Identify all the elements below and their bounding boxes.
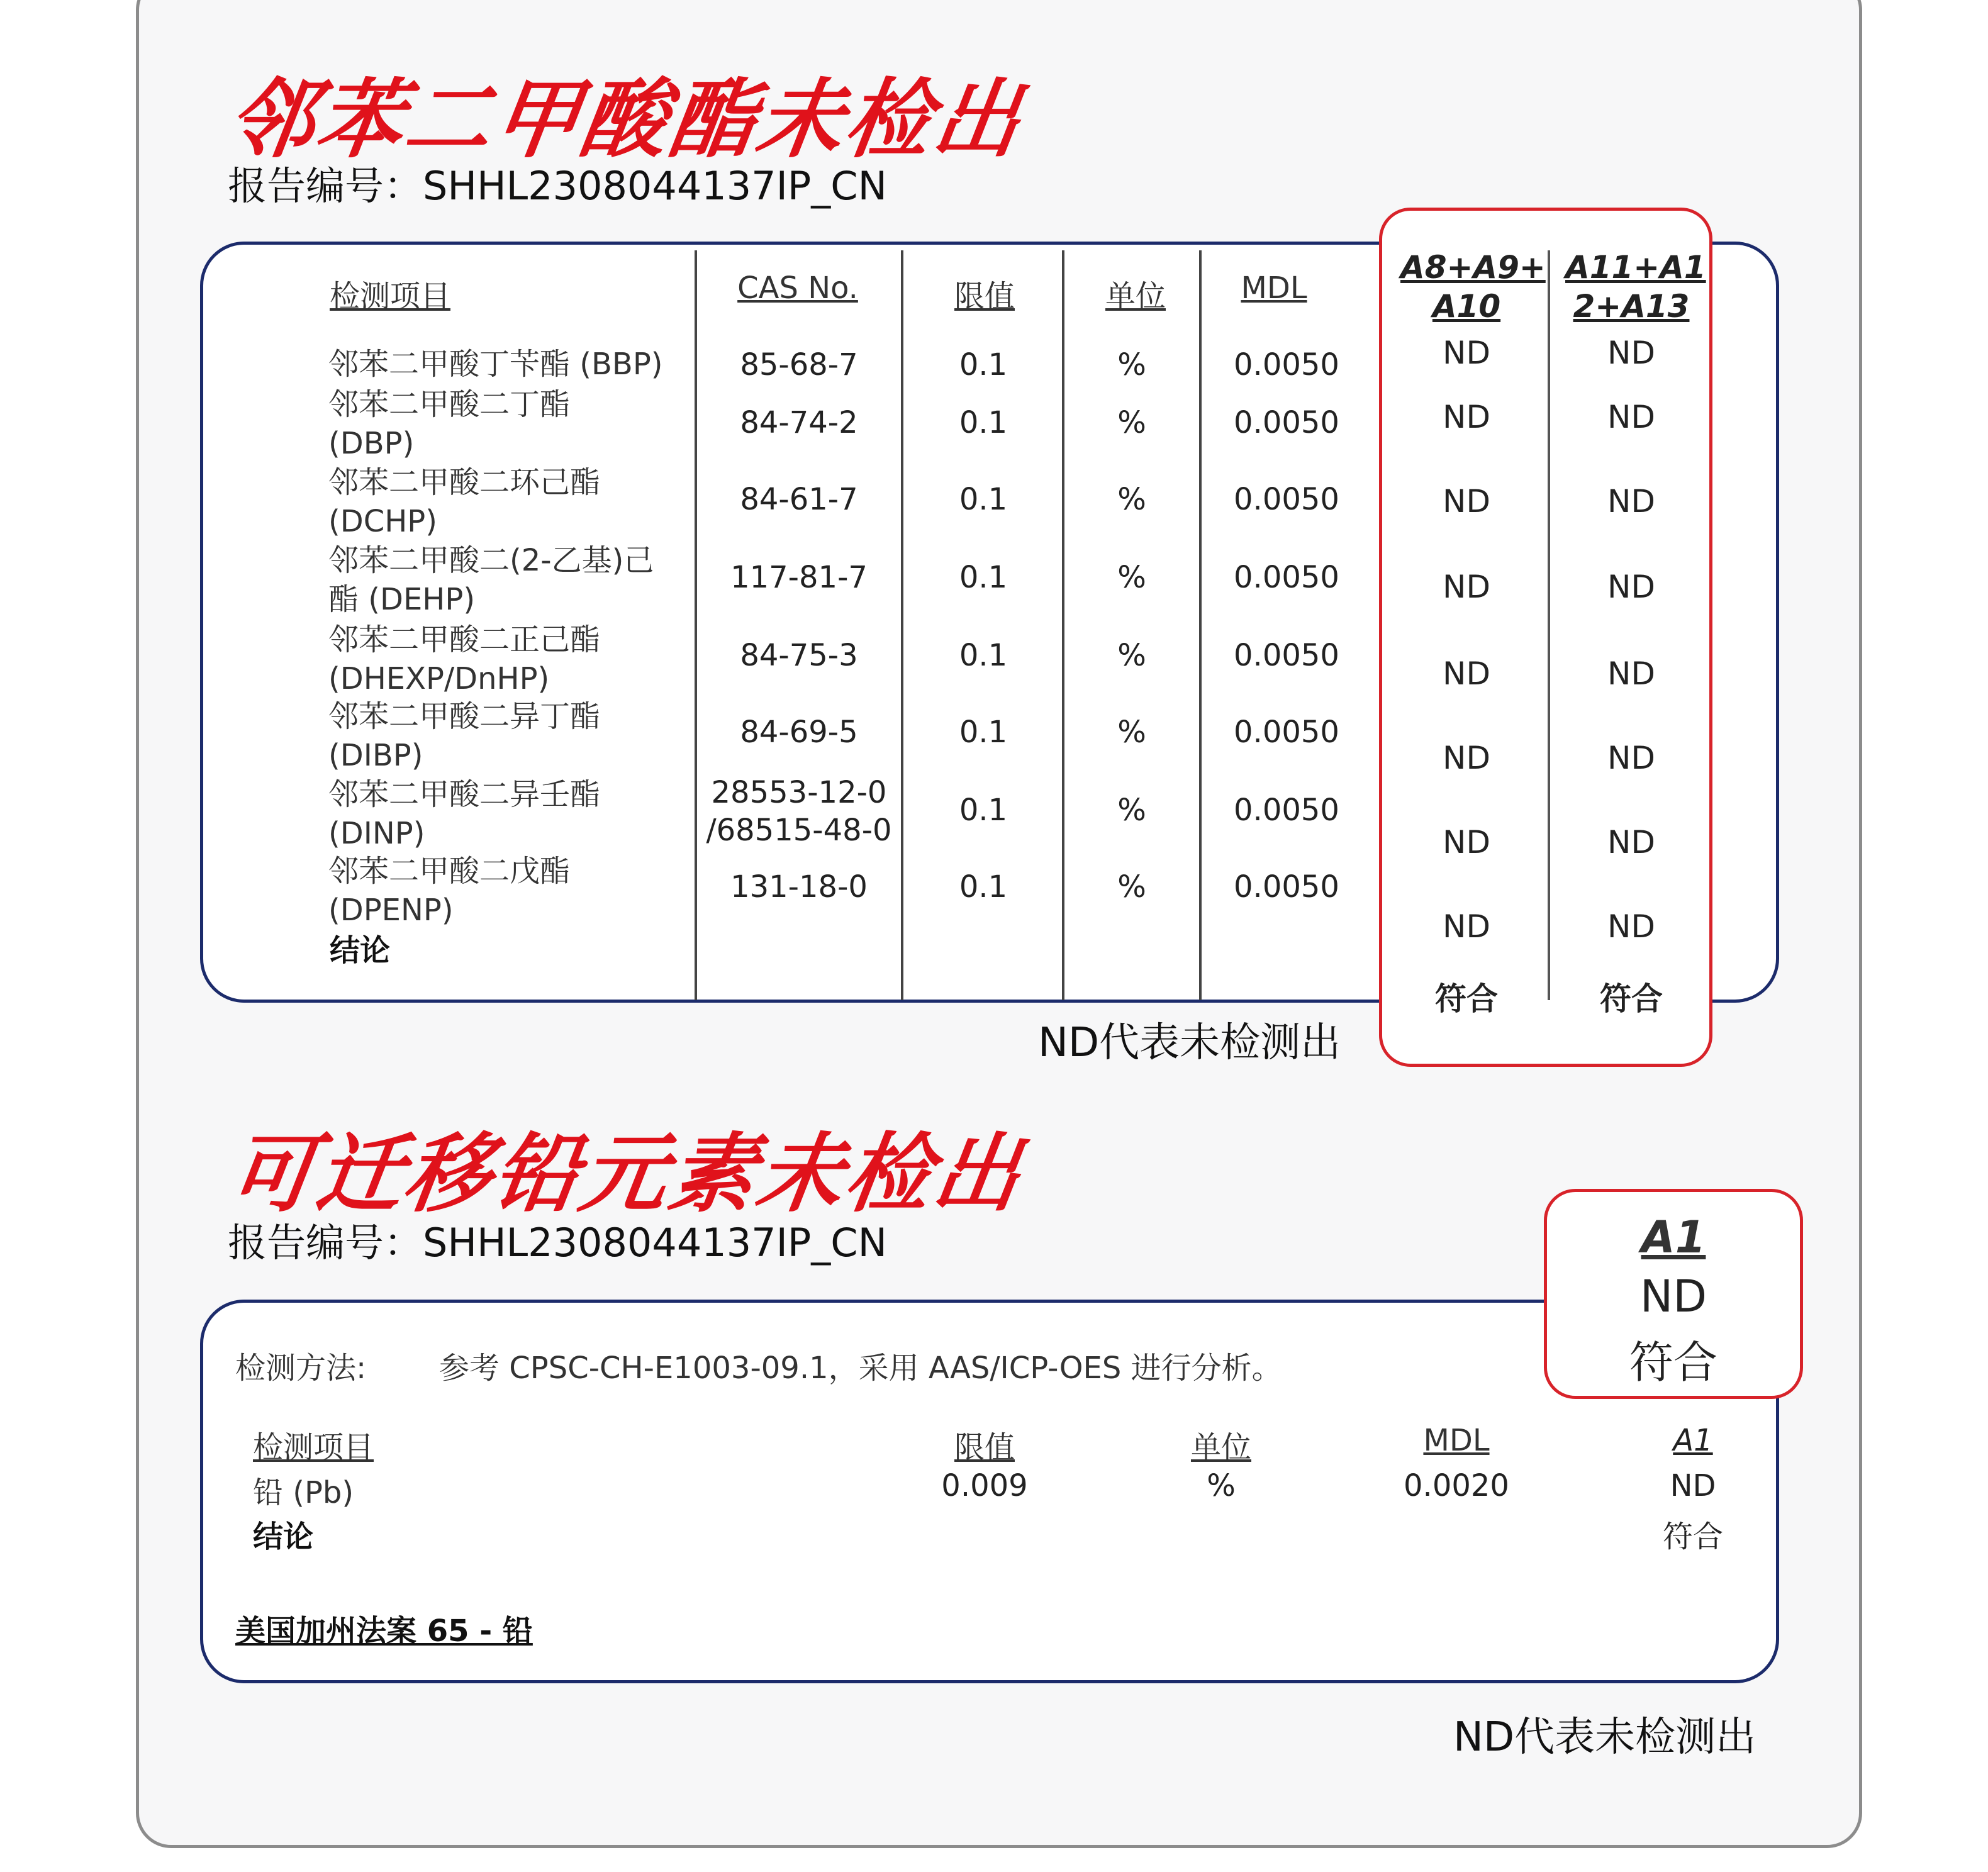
conclusion-result-1: 符合 xyxy=(1435,981,1498,1017)
row-unit: % xyxy=(1117,347,1146,382)
row-unit: % xyxy=(1117,793,1146,828)
row-name-line2: (DIBP) xyxy=(328,738,423,773)
section2-footnote: ND代表未检测出 xyxy=(1453,1714,1756,1761)
row-result-1: ND xyxy=(1443,483,1490,520)
row-result-2: ND xyxy=(1607,740,1655,776)
row-mdl: 0.0050 xyxy=(1234,560,1339,595)
row-unit: % xyxy=(1117,560,1146,595)
lead-conclusion: 符合 xyxy=(1662,1519,1723,1554)
row-unit: % xyxy=(1117,638,1146,673)
row-mdl: 0.0050 xyxy=(1234,793,1339,828)
row-cas: 28553-12-0 xyxy=(711,775,887,810)
row-result-1: ND xyxy=(1443,335,1490,371)
row-result-2: ND xyxy=(1607,483,1655,520)
row-limit: 0.1 xyxy=(959,715,1008,750)
row-mdl: 0.0050 xyxy=(1234,405,1339,440)
row-cas: 84-61-7 xyxy=(740,482,858,517)
row-name: 邻苯二甲酸二正己酯 xyxy=(328,622,601,657)
row-result-2: ND xyxy=(1607,655,1655,692)
lead-header-a1: A1 xyxy=(1673,1423,1713,1458)
row-result-2: ND xyxy=(1607,824,1655,861)
row-limit: 0.1 xyxy=(959,482,1008,517)
results-divider xyxy=(1548,250,1550,1000)
row-name-line2: (DCHP) xyxy=(328,504,437,539)
badge-result: ND xyxy=(1639,1271,1707,1322)
conclusion-result-2: 符合 xyxy=(1600,981,1663,1017)
header-sample-group-1b: A10 xyxy=(1432,288,1501,325)
row-result-1: ND xyxy=(1443,569,1490,605)
header-unit: 单位 xyxy=(1105,279,1166,314)
row-result-2: ND xyxy=(1607,335,1655,371)
row-mdl: 0.0050 xyxy=(1234,347,1339,382)
lead-row-mdl: 0.0020 xyxy=(1404,1468,1509,1503)
row-name: 邻苯二甲酸二丁酯 xyxy=(328,387,571,422)
row-limit: 0.1 xyxy=(959,793,1008,828)
header-mdl: MDL xyxy=(1241,270,1307,306)
column-divider xyxy=(901,250,903,1000)
row-result-2: ND xyxy=(1607,399,1655,435)
row-name-line2: (DPENP) xyxy=(328,893,454,928)
section2-report-number: 报告编号：SHHL2308044137IP_CN xyxy=(228,1220,887,1266)
header-item: 检测项目 xyxy=(330,279,451,314)
lead-conclusion-label: 结论 xyxy=(253,1519,314,1554)
lead-header-unit: 单位 xyxy=(1190,1430,1251,1465)
badge-label: A1 xyxy=(1641,1212,1706,1263)
lead-header-item: 检测项目 xyxy=(253,1430,374,1465)
header-limit: 限值 xyxy=(954,279,1015,314)
prop65-link[interactable]: 美国加州法案 65 - 铅 xyxy=(235,1613,533,1649)
row-cas: 117-81-7 xyxy=(730,560,868,595)
row-mdl: 0.0050 xyxy=(1234,482,1339,517)
method-text: 参考 CPSC-CH-E1003-09.1，采用 AAS/ICP-OES 进行分析。 xyxy=(439,1351,1282,1386)
section2-title: 可迁移铅元素未检出 xyxy=(222,1125,1029,1224)
lead-row-limit: 0.009 xyxy=(941,1468,1028,1503)
row-result-1: ND xyxy=(1443,399,1490,435)
header-sample-group-1a: A8+A9+ xyxy=(1400,249,1546,286)
section1-footnote: ND代表未检测出 xyxy=(1038,1020,1341,1066)
row-name-line2: (DINP) xyxy=(328,816,425,851)
lead-header-mdl: MDL xyxy=(1423,1423,1490,1458)
header-sample-group-2a: A11+A1 xyxy=(1565,249,1706,286)
row-cas: 84-74-2 xyxy=(740,405,858,440)
row-unit: % xyxy=(1117,482,1146,517)
header-cas: CAS No. xyxy=(737,270,858,306)
row-name-line2: (DHEXP/DnHP) xyxy=(328,661,550,696)
row-result-2: ND xyxy=(1607,908,1655,945)
row-result-2: ND xyxy=(1607,569,1655,605)
section1-report-number: 报告编号：SHHL2308044137IP_CN xyxy=(228,163,887,209)
row-result-1: ND xyxy=(1443,824,1490,861)
row-mdl: 0.0050 xyxy=(1234,638,1339,673)
row-cas-line2: /68515-48-0 xyxy=(706,813,892,848)
row-result-1: ND xyxy=(1443,740,1490,776)
lead-header-limit: 限值 xyxy=(954,1430,1015,1465)
method-label: 检测方法: xyxy=(235,1351,367,1386)
row-name: 邻苯二甲酸二戊酯 xyxy=(328,854,571,889)
row-cas: 131-18-0 xyxy=(730,869,868,905)
row-name: 邻苯二甲酸二(2-乙基)己 xyxy=(328,543,654,578)
row-name: 邻苯二甲酸二异壬酯 xyxy=(328,777,601,812)
row-name: 邻苯二甲酸二环己酯 xyxy=(328,465,601,500)
row-cas: 85-68-7 xyxy=(740,347,858,382)
row-limit: 0.1 xyxy=(959,405,1008,440)
row-mdl: 0.0050 xyxy=(1234,869,1339,905)
row-limit: 0.1 xyxy=(959,869,1008,905)
conclusion-label: 结论 xyxy=(330,933,391,968)
badge-verdict: 符合 xyxy=(1629,1337,1717,1388)
row-limit: 0.1 xyxy=(959,560,1008,595)
row-name-line2: 酯 (DEHP) xyxy=(328,582,476,617)
row-result-1: ND xyxy=(1443,655,1490,692)
lead-row-a1: ND xyxy=(1670,1468,1716,1503)
row-limit: 0.1 xyxy=(959,638,1008,673)
row-unit: % xyxy=(1117,869,1146,905)
row-cas: 84-75-3 xyxy=(740,638,858,673)
row-name: 邻苯二甲酸丁苄酯 (BBP) xyxy=(328,347,663,382)
section1-title: 邻苯二甲酸酯未检出 xyxy=(222,70,1029,170)
row-result-1: ND xyxy=(1443,908,1490,945)
row-mdl: 0.0050 xyxy=(1234,715,1339,750)
row-unit: % xyxy=(1117,405,1146,440)
row-unit: % xyxy=(1117,715,1146,750)
column-divider xyxy=(695,250,697,1000)
row-name: 邻苯二甲酸二异丁酯 xyxy=(328,699,601,734)
lead-row-name: 铅 (Pb) xyxy=(253,1475,354,1510)
lead-row-unit: % xyxy=(1207,1468,1236,1503)
row-limit: 0.1 xyxy=(959,347,1008,382)
row-cas: 84-69-5 xyxy=(740,715,858,750)
header-sample-group-2b: 2+A13 xyxy=(1573,288,1690,325)
row-name-line2: (DBP) xyxy=(328,426,415,461)
